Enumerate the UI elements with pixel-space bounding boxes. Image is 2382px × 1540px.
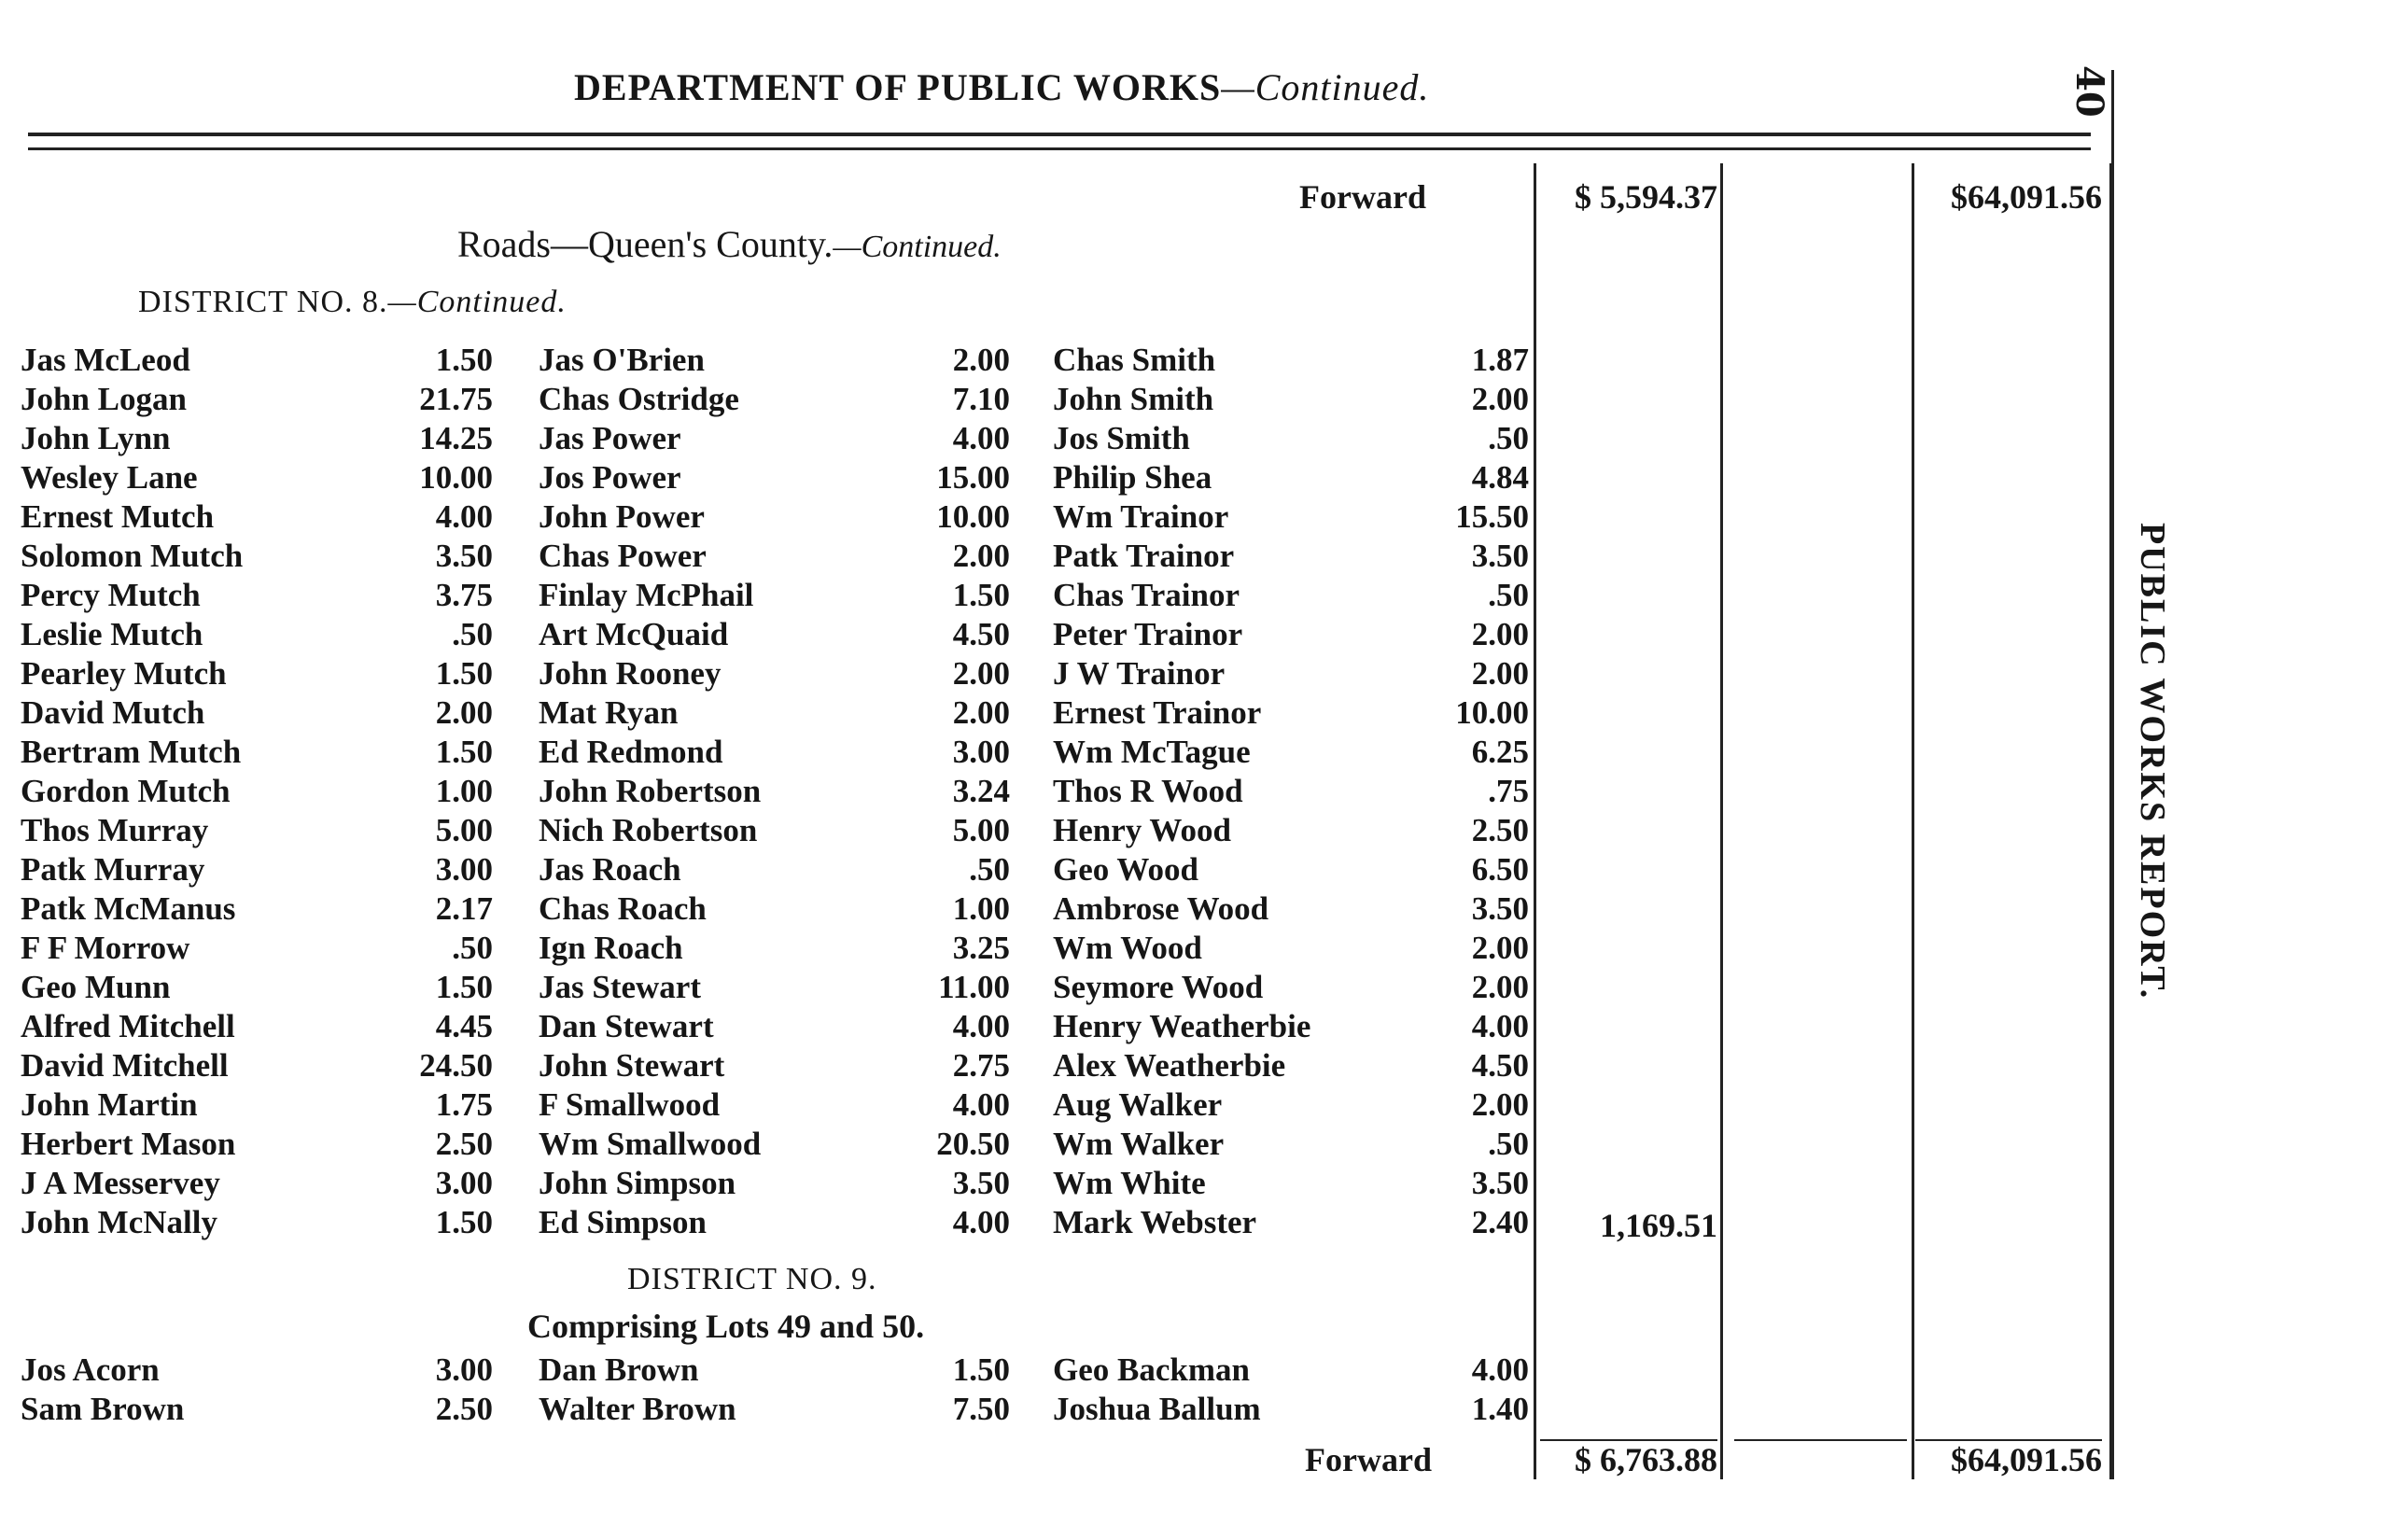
entry-amount: 10.00 [419,459,493,496]
entry-amount: 2.00 [1471,930,1529,966]
list-item [1053,577,1529,616]
entry-name: Seymore Wood [1053,969,1264,1005]
entry-amount: 4.50 [1471,1047,1529,1084]
list-item [21,930,493,969]
list-item [1053,694,1529,734]
entry-amount: 2.00 [952,694,1010,731]
entry-name: John Simpson [539,1165,736,1201]
entry-amount: 21.75 [419,381,493,417]
entry-name: Ambrose Wood [1053,890,1269,927]
entry-name: Mat Ryan [539,694,679,731]
list-item [21,1204,493,1243]
list-item [1053,1204,1529,1243]
entry-name: Leslie Mutch [21,616,203,652]
entry-amount: 24.50 [419,1047,493,1084]
list-item [1053,812,1529,851]
entry-amount: 5.00 [435,812,493,848]
list-item [539,1047,1010,1086]
entry-amount: 3.50 [435,538,493,574]
entry-name: Chas Smith [1053,342,1216,378]
entry-name: Walter Brown [539,1391,736,1427]
entry-name: Jos Smith [1053,420,1190,456]
entry-amount: 6.25 [1471,734,1529,770]
entry-name: Patk McManus [21,890,236,927]
section-title-continued: —Continued. [833,230,1002,264]
district9-note: Comprising Lots 49 and 50. [527,1308,925,1345]
entry-amount: .50 [1488,420,1529,456]
list-item [539,577,1010,616]
entry-name: Joshua Ballum [1053,1391,1261,1427]
entry-amount: 4.00 [952,420,1010,456]
entry-amount: 10.00 [1455,694,1529,731]
list-item [539,694,1010,734]
forward-bottom-rule-2 [1734,1439,1907,1441]
entry-amount: 3.50 [1471,1165,1529,1201]
side-title: PUBLIC WORKS REPORT. [2133,523,2172,1001]
entry-name: John Robertson [539,773,762,809]
entry-name: David Mitchell [21,1047,229,1084]
entry-amount: 3.00 [435,1165,493,1201]
list-item [21,1391,493,1430]
entry-name: Ed Redmond [539,734,723,770]
entry-amount: 2.00 [952,538,1010,574]
entry-name: Aug Walker [1053,1086,1223,1123]
section-title-text: Roads—Queen's County. [457,223,834,265]
entry-amount: 3.00 [435,1351,493,1388]
list-item [1053,459,1529,498]
entry-amount: 5.00 [952,812,1010,848]
forward-bottom-amount-3: $64,091.56 [1951,1441,2102,1478]
entry-name: Nich Robertson [539,812,758,848]
list-item [21,1165,493,1204]
entry-amount: 4.84 [1471,459,1529,496]
entry-amount: 4.50 [952,616,1010,652]
district8-total: 1,169.51 [1600,1207,1717,1244]
list-item [21,616,493,655]
entry-amount: 2.00 [1471,1086,1529,1123]
list-item [539,812,1010,851]
list-item [1053,930,1529,969]
entry-amount: 4.00 [952,1086,1010,1123]
entry-amount: 11.00 [938,969,1010,1005]
entry-name: F Smallwood [539,1086,721,1123]
list-item [1053,538,1529,577]
entry-name: Geo Wood [1053,851,1198,888]
entry-name: Bertram Mutch [21,734,242,770]
list-item [21,498,493,538]
list-item [1053,655,1529,694]
entry-amount: 2.00 [952,342,1010,378]
list-item [539,1008,1010,1047]
list-item [1053,1126,1529,1165]
list-item [1053,1351,1529,1391]
district8-continued: —Continued. [387,285,567,319]
list-item [539,969,1010,1008]
entry-name: Philip Shea [1053,459,1212,496]
entry-name: F F Morrow [21,930,190,966]
entry-amount: 6.50 [1471,851,1529,888]
list-item [21,1351,493,1391]
amount-column-rule-4 [2109,163,2112,1479]
list-item [1053,851,1529,890]
entry-name: Finlay McPhail [539,577,754,613]
forward-top-amount-1: $ 5,594.37 [1575,178,1717,216]
entry-name: Gordon Mutch [21,773,231,809]
entry-amount: 2.40 [1471,1204,1529,1240]
list-item [539,1165,1010,1204]
entry-amount: 1.50 [952,1351,1010,1388]
entry-name: Pearley Mutch [21,655,227,692]
entry-amount: 1.75 [435,1086,493,1123]
list-item [539,420,1010,459]
entry-name: Geo Munn [21,969,171,1005]
entry-amount: 20.50 [936,1126,1010,1162]
entry-name: Jos Acorn [21,1351,160,1388]
entry-name: Henry Weatherbie [1053,1008,1311,1044]
list-item [539,538,1010,577]
entry-amount: 4.00 [1471,1351,1529,1388]
list-item [1053,616,1529,655]
list-item [21,1086,493,1126]
entry-name: Ed Simpson [539,1204,707,1240]
list-item [21,538,493,577]
entry-name: J W Trainor [1053,655,1226,692]
list-item [539,616,1010,655]
entry-name: Wm Trainor [1053,498,1229,535]
entry-name: Dan Brown [539,1351,699,1388]
entry-name: Art McQuaid [539,616,729,652]
entry-name: Jas O'Brien [539,342,705,378]
list-item [1053,1047,1529,1086]
entry-amount: 3.50 [1471,538,1529,574]
entry-amount: 15.00 [936,459,1010,496]
page-number: 40 [2067,65,2111,118]
forward-top-amount-3: $64,091.56 [1951,178,2102,216]
entry-amount: 3.50 [1471,890,1529,927]
entry-name: Ernest Trainor [1053,694,1262,731]
entry-amount: 3.00 [952,734,1010,770]
entry-name: John Rooney [539,655,722,692]
entry-amount: 2.00 [1471,616,1529,652]
list-item [21,420,493,459]
list-item [21,381,493,420]
list-item [539,1086,1010,1126]
entry-name: John Smith [1053,381,1214,417]
section-title [457,222,1002,266]
entry-name: David Mutch [21,694,205,731]
entry-name: Sam Brown [21,1391,185,1427]
entry-amount: .50 [969,851,1010,888]
entry-amount: 1.50 [435,342,493,378]
entry-amount: 15.50 [1455,498,1529,535]
entry-name: J A Messervey [21,1165,220,1201]
list-item [1053,1165,1529,1204]
entry-amount: 1.50 [435,655,493,692]
list-item [539,1204,1010,1243]
entry-amount: 4.00 [952,1008,1010,1044]
list-item [1053,969,1529,1008]
entry-amount: 4.45 [435,1008,493,1044]
entry-name: Peter Trainor [1053,616,1243,652]
entry-name: Percy Mutch [21,577,201,613]
list-item [539,498,1010,538]
list-item [539,890,1010,930]
list-item [21,1008,493,1047]
district8-label: DISTRICT NO. 8. [138,285,388,319]
list-item [21,459,493,498]
entry-amount: 14.25 [419,420,493,456]
entry-amount: 2.50 [435,1391,493,1427]
entry-name: Patk Murray [21,851,205,888]
entry-name: Wesley Lane [21,459,198,496]
entry-name: Jas Stewart [539,969,701,1005]
entry-name: John Lynn [21,420,171,456]
list-item [21,577,493,616]
header-continued: —Continued. [1221,66,1430,108]
list-item [539,381,1010,420]
list-item [539,734,1010,773]
entry-amount: 2.17 [435,890,493,927]
entry-amount: 3.24 [952,773,1010,809]
entry-name: Wm McTague [1053,734,1251,770]
entry-amount: 2.50 [435,1126,493,1162]
entry-name: Jas Power [539,420,681,456]
list-item [539,1351,1010,1391]
entry-amount: 1.87 [1471,342,1529,378]
entry-amount: 2.50 [1471,812,1529,848]
entry-amount: .50 [1488,577,1529,613]
entry-name: Mark Webster [1053,1204,1257,1240]
entry-name: Alfred Mitchell [21,1008,235,1044]
entry-amount: .75 [1488,773,1529,809]
list-item [539,1126,1010,1165]
amount-column-rule-2 [1720,163,1723,1479]
entry-name: Dan Stewart [539,1008,714,1044]
list-item [21,694,493,734]
entry-name: Jas McLeod [21,342,190,378]
amount-column-rule-3 [1912,163,1914,1479]
list-item [1053,420,1529,459]
district9-heading: DISTRICT NO. 9. [627,1262,877,1296]
list-item [21,890,493,930]
list-item [539,655,1010,694]
entry-name: Thos R Wood [1053,773,1243,809]
entry-amount: 1.50 [952,577,1010,613]
entry-amount: 3.75 [435,577,493,613]
entry-name: John Martin [21,1086,198,1123]
entry-name: Jas Roach [539,851,681,888]
entry-name: John Stewart [539,1047,725,1084]
list-item [1053,890,1529,930]
forward-bottom-amount-1: $ 6,763.88 [1575,1441,1717,1478]
entry-amount: 2.00 [952,655,1010,692]
entry-name: Chas Trainor [1053,577,1240,613]
amount-column-rule-1 [1534,163,1536,1479]
entry-amount: 2.00 [1471,381,1529,417]
entry-amount: 1.00 [435,773,493,809]
list-item [21,851,493,890]
entry-amount: 2.00 [1471,969,1529,1005]
entry-amount: 1.00 [952,890,1010,927]
list-item [539,459,1010,498]
entry-name: Wm Wood [1053,930,1202,966]
entry-name: Chas Roach [539,890,707,927]
list-item [539,773,1010,812]
list-item [21,1047,493,1086]
list-item [1053,381,1529,420]
list-item [539,1391,1010,1430]
entry-amount: .50 [452,930,493,966]
list-item [1053,1086,1529,1126]
entry-amount: .50 [1488,1126,1529,1162]
list-item [539,342,1010,381]
entry-name: Jos Power [539,459,681,496]
entry-name: Ernest Mutch [21,498,215,535]
entry-amount: 1.50 [435,1204,493,1240]
entry-name: Patk Trainor [1053,538,1235,574]
forward-bottom-label: Forward [1305,1441,1432,1478]
entry-amount: 10.00 [936,498,1010,535]
list-item [21,773,493,812]
list-item [1053,1391,1529,1430]
entry-name: Thos Murray [21,812,209,848]
list-item [21,969,493,1008]
list-item [21,342,493,381]
entry-name: Wm Smallwood [539,1126,762,1162]
entry-name: Chas Power [539,538,707,574]
entry-name: Herbert Mason [21,1126,236,1162]
entry-amount: 1.40 [1471,1391,1529,1427]
entry-name: Geo Backman [1053,1351,1250,1388]
entry-name: Wm Walker [1053,1126,1225,1162]
header-rule-top [28,133,2091,136]
list-item [539,930,1010,969]
page-header [574,65,1429,109]
list-item [21,655,493,694]
list-item [1053,734,1529,773]
entry-amount: 4.00 [952,1204,1010,1240]
entry-name: John Logan [21,381,187,417]
list-item [1053,498,1529,538]
entry-name: John Power [539,498,705,535]
entry-name: John McNally [21,1204,217,1240]
entry-amount: 3.25 [952,930,1010,966]
district8-heading [138,285,567,320]
entry-amount: 4.00 [435,498,493,535]
entry-amount: 7.50 [952,1391,1010,1427]
forward-top-label: Forward [1299,178,1426,216]
entry-name: Alex Weatherbie [1053,1047,1286,1084]
entry-amount: 3.50 [952,1165,1010,1201]
list-item [21,1126,493,1165]
entry-name: Henry Wood [1053,812,1231,848]
entry-amount: 3.00 [435,851,493,888]
entry-amount: .50 [452,616,493,652]
entry-name: Ign Roach [539,930,683,966]
entry-amount: 7.10 [952,381,1010,417]
header-title: DEPARTMENT OF PUBLIC WORKS [574,66,1222,108]
list-item [1053,342,1529,381]
list-item [539,851,1010,890]
list-item [21,812,493,851]
list-item [1053,1008,1529,1047]
entry-amount: 2.00 [435,694,493,731]
header-rule-bottom [28,147,2091,150]
list-item [1053,773,1529,812]
entry-name: Chas Ostridge [539,381,739,417]
entry-amount: 4.00 [1471,1008,1529,1044]
entry-amount: 1.50 [435,734,493,770]
list-item [21,734,493,773]
entry-amount: 2.00 [1471,655,1529,692]
entry-name: Wm White [1053,1165,1206,1201]
entry-amount: 1.50 [435,969,493,1005]
entry-amount: 2.75 [952,1047,1010,1084]
entry-name: Solomon Mutch [21,538,244,574]
